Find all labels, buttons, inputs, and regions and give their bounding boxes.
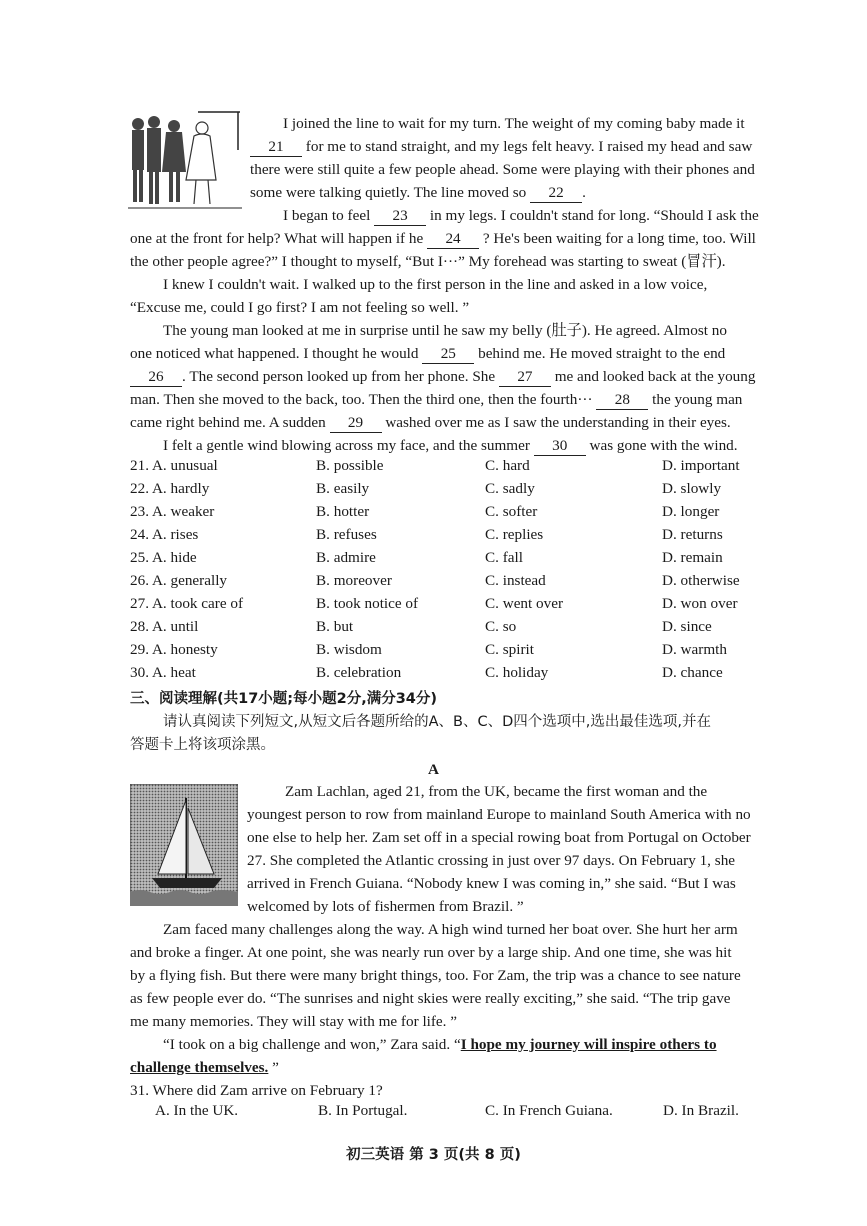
option-b: B. hotter	[316, 503, 370, 520]
passage-a-line-4: 27. She completed the Atlantic crossing in just over 97 days. On February 1, she	[247, 852, 736, 869]
cloze-line-11: one noticed what happened. I thought he would 25 behind me. He moved straight to the end	[130, 345, 726, 362]
option-row-26	[130, 572, 830, 595]
underlined-sentence-cont: challenge themselves.	[130, 1059, 269, 1076]
option-a: 22. A. hardly	[130, 480, 210, 497]
option-d: D. In Brazil.	[663, 1102, 739, 1119]
option-a: 30. A. heat	[130, 664, 196, 681]
option-c: C. holiday	[485, 664, 549, 681]
blank-23: 23	[374, 207, 426, 226]
cloze-line-7: the other people agree?” I thought to myself, “But I···” My forehead was starting to sweat (冒汗).	[130, 253, 726, 270]
section-instruction: 请认真阅读下列短文,从短文后各题所给的A、B、C、D四个选项中,选出最佳选项,并在	[163, 714, 711, 730]
question-31: 31. Where did Zam arrive on February 1?	[130, 1082, 383, 1099]
blank-26: 26	[130, 368, 182, 387]
cloze-line-2: 21 for me to stand straight, and my legs felt heavy. I raised my head and saw	[250, 135, 752, 158]
blank-22: 22	[530, 184, 582, 203]
cloze-line-12: 26 . The second person looked up from her phone. She 27 me and looked back at the young	[130, 365, 755, 388]
option-c: C. softer	[485, 503, 538, 520]
option-a: 21. A. unusual	[130, 457, 218, 474]
option-d: D. remain	[662, 549, 723, 566]
passage-a-line-5: arrived in French Guiana. “Nobody knew I was coming in,” she said. “But I was	[247, 875, 736, 892]
cloze-line-5: I began to feel 23 in my legs. I couldn't stand for long. “Should I ask the	[283, 207, 759, 224]
option-b: B. moreover	[316, 572, 392, 589]
option-a: 29. A. honesty	[130, 641, 218, 658]
sailboat-illustration	[130, 784, 238, 906]
blank-30: 30	[534, 437, 586, 456]
option-row-29	[130, 641, 830, 664]
option-d: D. longer	[662, 503, 720, 520]
option-c: C. In French Guiana.	[485, 1102, 613, 1119]
option-b: B. took notice of	[316, 595, 419, 612]
option-b: B. In Portugal.	[318, 1102, 408, 1119]
option-a: 26. A. generally	[130, 572, 228, 589]
option-a: A. In the UK.	[155, 1102, 239, 1119]
cloze-line-6: one at the front for help? What will happen if he 24 ? He's been waiting for a long time, too. Will	[130, 230, 756, 247]
option-row-22	[130, 480, 830, 503]
page-footer: 初三英语 第 3 页(共 8 页)	[346, 1147, 521, 1163]
blank-28: 28	[596, 391, 648, 410]
option-b: B. refuses	[316, 526, 377, 543]
option-c: C. went over	[485, 595, 564, 612]
option-b: B. possible	[316, 457, 384, 474]
option-d: D. otherwise	[662, 572, 740, 589]
option-a: 24. A. rises	[130, 526, 199, 543]
option-c: C. so	[485, 618, 517, 635]
blank-21: 21	[250, 138, 302, 157]
option-row-24	[130, 526, 830, 549]
cloze-line-8: I knew I couldn't wait. I walked up to the first person in the line and asked in a low voice,	[163, 276, 708, 293]
option-d: D. chance	[662, 664, 723, 681]
cloze-line-4: some were talking quietly. The line moved so 22 .	[250, 184, 586, 201]
passage-a-line-8: and broke a finger. At one point, she was nearly run over by a large ship. And one time, she was hit	[130, 944, 732, 961]
cloze-line-9: “Excuse me, could I go first? I am not feeling so well. ”	[130, 299, 470, 316]
option-row-30	[130, 664, 830, 687]
option-row-25	[130, 549, 830, 572]
option-a: 28. A. until	[130, 618, 199, 635]
option-b: B. but	[316, 618, 354, 635]
passage-a-line-12: “I took on a big challenge and won,” Zara said. “I hope my journey will inspire others to	[163, 1036, 717, 1053]
passage-a-line-10: as few people ever do. “The sunrises and night skies were really exciting,” she said. “The trip gave	[130, 990, 731, 1007]
underlined-sentence: I hope my journey will inspire others to	[460, 1036, 717, 1053]
passage-label: A	[428, 761, 439, 778]
option-a: 23. A. weaker	[130, 503, 215, 520]
option-a: 25. A. hide	[130, 549, 197, 566]
cloze-line-3: there were still quite a few people ahead. Some were playing with their phones and	[250, 161, 755, 178]
cloze-line-15: I felt a gentle wind blowing across my face, and the summer 30 was gone with the wind.	[163, 437, 738, 454]
option-d: D. warmth	[662, 641, 727, 658]
option-c: C. fall	[485, 549, 523, 566]
cloze-line-10: The young man looked at me in surprise until he saw my belly (肚子). He agreed. Almost no	[163, 322, 727, 339]
question-31-options	[155, 1102, 855, 1125]
passage-a-line-11: me many memories. They will stay with me for life. ”	[130, 1013, 458, 1030]
blank-25: 25	[422, 345, 474, 364]
option-c: C. spirit	[485, 641, 534, 658]
blank-27: 27	[499, 368, 551, 387]
section-heading: 三、阅读理解(共17小题;每小题2分,满分34分)	[130, 691, 438, 707]
cloze-line-1: I joined the line to wait for my turn. The weight of my coming baby made it	[283, 115, 745, 132]
option-b: B. easily	[316, 480, 370, 497]
option-c: C. hard	[485, 457, 530, 474]
option-d: D. important	[662, 457, 740, 474]
option-c: C. replies	[485, 526, 544, 543]
section-instruction-cont: 答题卡上将该项涂黑。	[130, 737, 275, 753]
option-b: B. admire	[316, 549, 376, 566]
option-row-27	[130, 595, 830, 618]
passage-a-line-3: one else to help her. Zam set off in a special rowing boat from Portugal on October	[247, 829, 751, 846]
line-of-people-illustration	[128, 110, 242, 212]
option-d: D. slowly	[662, 480, 722, 497]
option-b: B. wisdom	[316, 641, 382, 658]
blank-29: 29	[330, 414, 382, 433]
cloze-line-14: came right behind me. A sudden 29 washed over me as I saw the understanding in their eyes.	[130, 414, 731, 431]
option-row-23	[130, 503, 830, 526]
passage-a-line-1: Zam Lachlan, aged 21, from the UK, became the first woman and the	[285, 783, 708, 800]
cloze-line-13: man. Then she moved to the back, too. Then the third one, then the fourth··· 28 the young man	[130, 391, 743, 408]
option-d: D. since	[662, 618, 712, 635]
passage-a-line-7: Zam faced many challenges along the way. A high wind turned her boat over. She hurt her arm	[163, 921, 738, 938]
option-c: C. instead	[485, 572, 546, 589]
option-row-28	[130, 618, 830, 641]
passage-a-line-2: youngest person to row from mainland Europe to mainland South America with no	[247, 806, 751, 823]
passage-a-line-9: by a flying fish. But there were many bright things, too. For Zam, the trip was a chance to see nature	[130, 967, 741, 984]
option-d: D. won over	[662, 595, 738, 612]
passage-a-line-13: challenge themselves. ”	[130, 1059, 279, 1076]
passage-a-line-6: welcomed by lots of fishermen from Brazil. ”	[247, 898, 524, 915]
blank-24: 24	[427, 230, 479, 249]
option-c: C. sadly	[485, 480, 535, 497]
option-row-21	[130, 457, 830, 480]
option-b: B. celebration	[316, 664, 402, 681]
option-d: D. returns	[662, 526, 723, 543]
option-a: 27. A. took care of	[130, 595, 244, 612]
